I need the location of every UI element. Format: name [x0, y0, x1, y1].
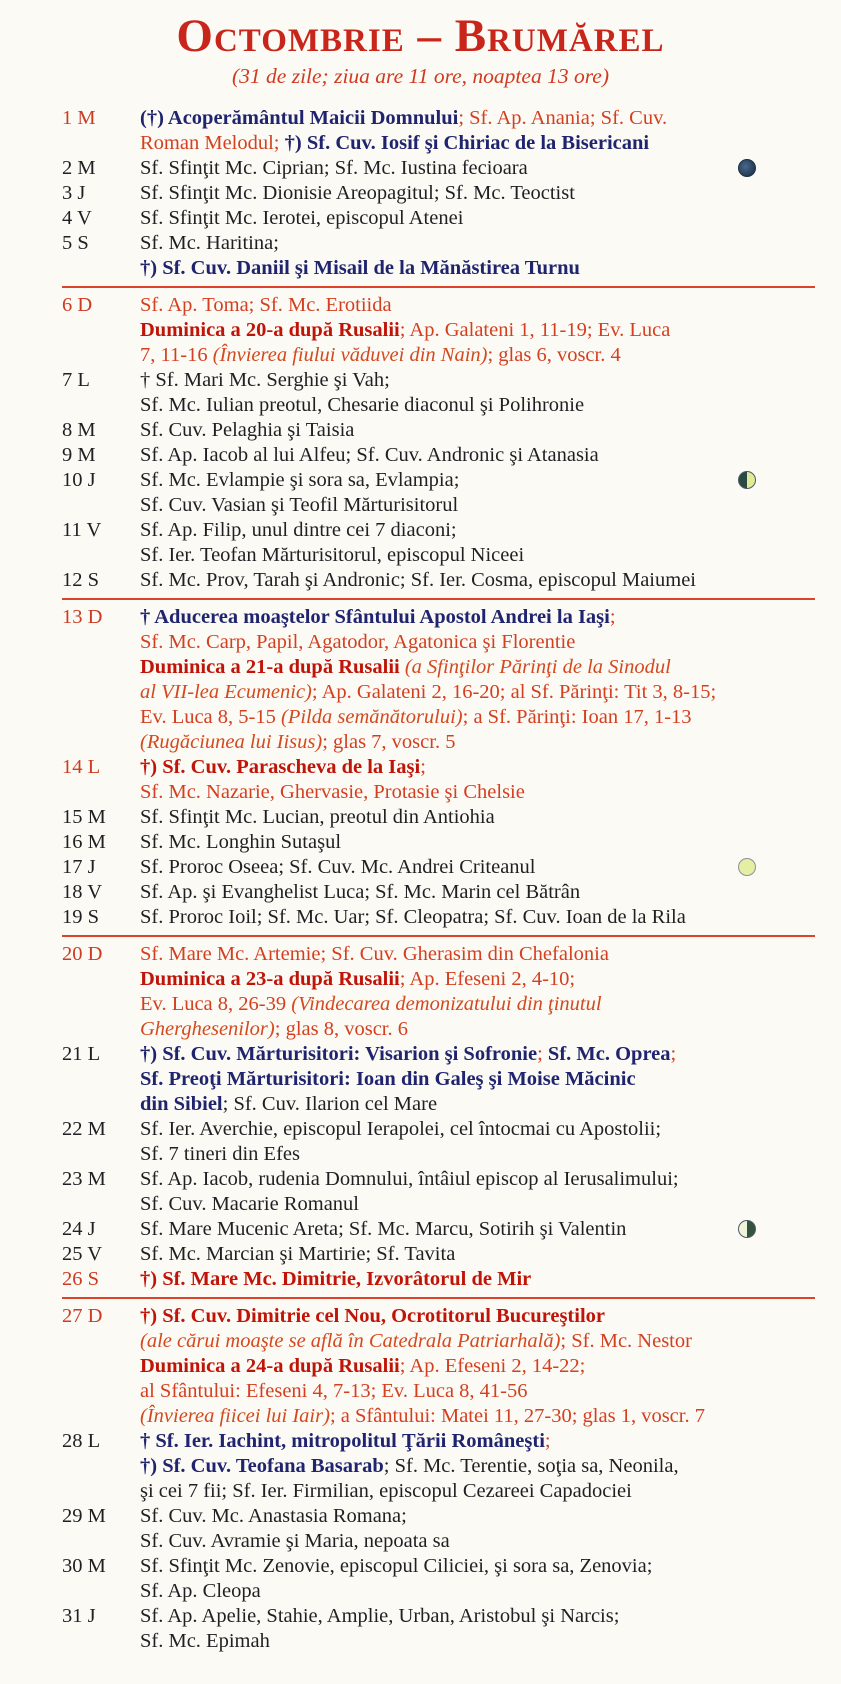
- month-title: Octombrie – Brumărel: [176, 10, 665, 62]
- day-row-22-m: [62, 1117, 815, 1167]
- day-entries: [140, 518, 815, 568]
- day-line: [140, 1267, 815, 1292]
- text-segment: Sf. Cuv. Mc. Anastasia Romana;: [140, 1505, 407, 1528]
- day-label: 24 J: [62, 1218, 96, 1241]
- day-label: 8 M: [62, 419, 96, 442]
- text-segment: Sf. Ier. Teofan Mărturisitorul, episcopul Niceei: [140, 544, 525, 567]
- day-row-30-m: [62, 1554, 815, 1604]
- day-line: [140, 206, 815, 231]
- day-entries: [140, 755, 815, 805]
- text-segment: †) Sf. Cuv. Mărturisitori: Visarion şi Sofronie: [140, 1043, 538, 1066]
- day-label: 22 M: [62, 1118, 106, 1141]
- day-row-11-v: [62, 518, 815, 568]
- day-row-18-v: [62, 880, 815, 905]
- text-segment: Sf. Ap. şi Evanghelist Luca; Sf. Mc. Marin cel Bătrân: [140, 881, 581, 904]
- text-segment: (†) Acoperământul Maicii Domnului: [140, 107, 459, 130]
- day-entries: [140, 181, 815, 206]
- week-separator: [62, 935, 815, 937]
- day-line: [140, 293, 815, 318]
- calendar-list: [0, 106, 841, 1654]
- text-segment: Sf. Sfinţit Mc. Dionisie Areopagitul; Sf. Mc. Teoctist: [140, 182, 575, 205]
- day-label: 7 L: [62, 369, 90, 392]
- day-line: [140, 256, 815, 281]
- text-segment: Sf. Proroc Oseea; Sf. Cuv. Mc. Andrei Criteanul: [140, 856, 536, 879]
- text-segment: Sf. Ap. Iacob, rudenia Domnului, întâiul episcop al Ierusalimului;: [140, 1168, 679, 1191]
- text-segment: ; Ap. Efeseni 2, 4-10;: [399, 968, 576, 991]
- day-label: 20 D: [62, 943, 103, 966]
- day-line: [140, 730, 815, 755]
- day-row-10-j: [62, 468, 815, 518]
- text-segment: Duminica a 23-a după Rusalii: [140, 968, 400, 991]
- day-line: [140, 1042, 815, 1067]
- text-segment: Sf. Mare Mucenic Areta; Sf. Mc. Marcu, Sotirih şi Valentin: [140, 1218, 627, 1241]
- day-line: [140, 1404, 815, 1429]
- day-row-23-m: [62, 1167, 815, 1217]
- text-segment: Sf. Ap. Toma; Sf. Mc. Erotiida: [140, 294, 392, 317]
- day-line: [140, 181, 815, 206]
- day-row-8-m: [62, 418, 815, 443]
- day-row-17-j: [62, 855, 815, 880]
- day-entries: [140, 605, 815, 755]
- day-row-29-m: [62, 1504, 815, 1554]
- text-segment: Sf. Ier. Averchie, episcopul Ierapolei, cel întocmai cu Apostolii;: [140, 1118, 662, 1141]
- day-entries: [140, 106, 815, 156]
- day-line: [140, 1429, 815, 1454]
- text-segment: Sf. Sfinţit Mc. Lucian, preotul din Antiohia: [140, 806, 495, 829]
- day-line: [140, 1017, 815, 1042]
- day-line: [140, 418, 815, 443]
- day-line: [140, 1067, 815, 1092]
- text-segment: ; a Sfântului: Matei 11, 27-30; glas 1, voscr. 7: [329, 1405, 705, 1428]
- text-segment: Sf. Mc. Epimah: [140, 1630, 270, 1653]
- day-label: 16 M: [62, 831, 106, 854]
- day-line: [140, 468, 815, 493]
- day-label: 29 M: [62, 1505, 106, 1528]
- week-separator: [62, 286, 815, 288]
- day-entries: [140, 1242, 815, 1267]
- day-entries: [140, 1167, 815, 1217]
- text-segment: Sf. Ap. Iacob al lui Alfeu; Sf. Cuv. Andronic şi Atanasia: [140, 444, 599, 467]
- text-segment: † Sf. Mari Mc. Serghie şi Vah;: [140, 369, 390, 392]
- text-segment: Sf. Mc. Iulian preotul, Chesarie diaconul şi Polihronie: [140, 394, 585, 417]
- day-label: 30 M: [62, 1555, 106, 1578]
- text-segment: †) Sf. Cuv. Daniil şi Misail de la Mănăstirea Turnu: [140, 257, 580, 280]
- text-segment: Sf. Preoţi Mărturisitori: Ioan din Galeş şi Moise Măcinic: [140, 1068, 636, 1091]
- day-line: [140, 1504, 815, 1529]
- text-segment: Sf. Cuv. Avramie şi Maria, nepoata sa: [140, 1530, 450, 1553]
- day-entries: [140, 1042, 815, 1117]
- text-segment: (Pilda semănătorului): [281, 706, 463, 729]
- text-segment: Sf. Ap. Cleopa: [140, 1580, 261, 1603]
- month-subtitle: (31 de zile; ziua are 11 ore, noaptea 13 ore): [232, 64, 609, 89]
- day-label: 1 M: [62, 107, 96, 130]
- day-line: [140, 705, 815, 730]
- day-label: 9 M: [62, 444, 96, 467]
- day-entries: [140, 231, 815, 281]
- day-line: [140, 343, 815, 368]
- day-line: [140, 493, 815, 518]
- day-line: [140, 393, 815, 418]
- text-segment: Sf. Ap. Filip, unul dintre cei 7 diaconi;: [140, 519, 457, 542]
- text-segment: Sf. 7 tineri din Efes: [140, 1143, 300, 1166]
- day-line: [140, 755, 815, 780]
- day-line: [140, 805, 815, 830]
- text-segment: (Învierea fiicei lui Iair): [140, 1405, 330, 1428]
- text-segment: ; glas 6, voscr. 4: [487, 344, 621, 367]
- day-row-1-m: [62, 106, 815, 156]
- day-line: [140, 1329, 815, 1354]
- day-line: [140, 318, 815, 343]
- week-separator: [62, 1297, 815, 1299]
- text-segment: Sf. Mc. Oprea: [547, 1043, 671, 1066]
- day-entries: [140, 156, 815, 181]
- text-segment: din Sibiel: [140, 1093, 223, 1116]
- day-row-13-d: [62, 605, 815, 755]
- text-segment: ;: [544, 1430, 551, 1453]
- day-entries: [140, 568, 815, 593]
- day-row-14-l: [62, 755, 815, 805]
- day-row-4-v: [62, 206, 815, 231]
- day-label: 19 S: [62, 906, 100, 929]
- day-row-6-d: [62, 293, 815, 368]
- text-segment: ; Ap. Galateni 2, 16-20; al Sf. Părinţi: Tit 3, 8-15;: [311, 681, 717, 704]
- day-row-27-d: [62, 1304, 815, 1429]
- day-line: [140, 605, 815, 630]
- text-segment: ; Ap. Galateni 1, 11-19; Ev. Luca: [399, 319, 671, 342]
- day-row-2-m: [62, 156, 815, 181]
- text-segment: (Vindecarea demonizatului din ţinutul: [291, 993, 602, 1016]
- day-label: 11 V: [62, 519, 102, 542]
- day-line: [140, 106, 815, 131]
- day-row-16-m: [62, 830, 815, 855]
- day-line: [140, 518, 815, 543]
- day-label: 4 V: [62, 207, 92, 230]
- day-line: [140, 1167, 815, 1192]
- day-line: [140, 1142, 815, 1167]
- text-segment: ; Sf. Mc. Nestor: [560, 1330, 692, 1353]
- day-label: 28 L: [62, 1430, 101, 1453]
- text-segment: Duminica a 21-a după Rusalii: [140, 656, 405, 679]
- day-line: [140, 630, 815, 655]
- day-line: [140, 1554, 815, 1579]
- text-segment: Sf. Mc. Prov, Tarah şi Andronic; Sf. Ier. Cosma, episcopul Maiumei: [140, 569, 696, 592]
- text-segment: Sf. Mc. Evlampie şi sora sa, Evlampia;: [140, 469, 460, 492]
- day-line: [140, 1092, 815, 1117]
- day-line: [140, 1479, 815, 1504]
- text-segment: †) Sf. Cuv. Iosif şi Chiriac de la Bisericani: [284, 132, 650, 155]
- day-entries: [140, 1604, 815, 1654]
- day-label: 13 D: [62, 606, 103, 629]
- day-label: 25 V: [62, 1243, 103, 1266]
- day-line: [140, 967, 815, 992]
- page-header: [0, 0, 841, 89]
- day-line: [140, 1217, 815, 1242]
- text-segment: şi cei 7 fii; Sf. Ier. Firmilian, episcopul Cezareei Capadociei: [140, 1480, 632, 1503]
- text-segment: Sf. Mc. Haritina;: [140, 232, 279, 255]
- day-line: [140, 942, 815, 967]
- text-segment: †) Sf. Mare Mc. Dimitrie, Izvorâtorul de Mir: [140, 1268, 532, 1291]
- text-segment: (a Sfinţilor Părinţi de la Sinodul: [404, 656, 671, 679]
- text-segment: Sf. Sfinţit Mc. Ierotei, episcopul Atenei: [140, 207, 464, 230]
- day-entries: [140, 206, 815, 231]
- day-label: 12 S: [62, 569, 100, 592]
- text-segment: ;: [609, 606, 616, 629]
- day-line: [140, 780, 815, 805]
- day-label: 23 M: [62, 1168, 106, 1191]
- day-row-25-v: [62, 1242, 815, 1267]
- text-segment: ; Ap. Efeseni 2, 14-22;: [399, 1355, 586, 1378]
- day-line: [140, 1242, 815, 1267]
- text-segment: ;: [670, 1043, 677, 1066]
- day-line: [140, 855, 815, 880]
- day-entries: [140, 1304, 815, 1429]
- day-label: 27 D: [62, 1305, 103, 1328]
- day-line: [140, 1579, 815, 1604]
- text-segment: Sf. Mc. Nazarie, Ghervasie, Protasie şi Chelsie: [140, 781, 525, 804]
- text-segment: † Sf. Ier. Iachint, mitropolitul Ţării Româneşti: [140, 1430, 545, 1453]
- day-entries: [140, 368, 815, 418]
- text-segment: ; Sf. Mc. Terentie, soţia sa, Neonila,: [383, 1455, 679, 1478]
- day-row-20-d: [62, 942, 815, 1042]
- day-line: [140, 1117, 815, 1142]
- day-row-19-s: [62, 905, 815, 930]
- day-label: 10 J: [62, 469, 96, 492]
- day-label: 5 S: [62, 232, 89, 255]
- day-row-28-l: [62, 1429, 815, 1504]
- day-entries: [140, 880, 815, 905]
- day-entries: [140, 905, 815, 930]
- day-line: [140, 1379, 815, 1404]
- text-segment: Roman Melodul;: [140, 132, 285, 155]
- day-line: [140, 1529, 815, 1554]
- day-label: 18 V: [62, 881, 103, 904]
- text-segment: Sf. Cuv. Macarie Romanul: [140, 1193, 360, 1216]
- day-entries: [140, 468, 815, 518]
- text-segment: 7, 11-16: [140, 344, 213, 367]
- day-line: [140, 543, 815, 568]
- text-segment: Sf. Ap. Apelie, Stahie, Amplie, Urban, Aristobul şi Narcis;: [140, 1605, 620, 1628]
- text-segment: ;: [537, 1043, 548, 1066]
- text-segment: †) Sf. Cuv. Dimitrie cel Nou, Ocrotitorul Bucureştilor: [140, 1305, 605, 1328]
- text-segment: Duminica a 20-a după Rusalii: [140, 319, 400, 342]
- day-line: [140, 680, 815, 705]
- day-row-21-l: [62, 1042, 815, 1117]
- day-entries: [140, 293, 815, 368]
- text-segment: Sf. Mare Mc. Artemie; Sf. Cuv. Gherasim din Chefalonia: [140, 943, 609, 966]
- text-segment: Sf. Mc. Carp, Papil, Agatodor, Agatonica şi Florentie: [140, 631, 576, 654]
- day-entries: [140, 855, 815, 880]
- text-segment: Sf. Mc. Marcian şi Martirie; Sf. Tavita: [140, 1243, 456, 1266]
- text-segment: Ev. Luca 8, 26-39: [140, 993, 292, 1016]
- day-line: [140, 1192, 815, 1217]
- day-entries: [140, 805, 815, 830]
- day-row-5-s: [62, 231, 815, 281]
- text-segment: Sf. Mc. Longhin Sutaşul: [140, 831, 342, 854]
- text-segment: Ev. Luca 8, 5-15: [140, 706, 281, 729]
- day-entries: [140, 1554, 815, 1604]
- day-line: [140, 1454, 815, 1479]
- day-entries: [140, 1117, 815, 1167]
- day-label: 21 L: [62, 1043, 101, 1066]
- day-line: [140, 156, 815, 181]
- day-row-12-s: [62, 568, 815, 593]
- day-entries: [140, 1429, 815, 1504]
- text-segment: ; Sf. Cuv. Ilarion cel Mare: [222, 1093, 438, 1116]
- day-line: [140, 655, 815, 680]
- day-entries: [140, 1267, 815, 1292]
- text-segment: ; a Sf. Părinţi: Ioan 17, 1-13: [462, 706, 692, 729]
- text-segment: al VII-lea Ecumenic): [140, 681, 312, 704]
- day-row-24-j: [62, 1217, 815, 1242]
- day-line: [140, 905, 815, 930]
- day-label: 26 S: [62, 1268, 100, 1291]
- text-segment: (Învierea fiului văduvei din Nain): [212, 344, 488, 367]
- day-entries: [140, 942, 815, 1042]
- day-line: [140, 231, 815, 256]
- day-line: [140, 368, 815, 393]
- text-segment: Sf. Proroc Ioil; Sf. Mc. Uar; Sf. Cleopatra; Sf. Cuv. Ioan de la Rila: [140, 906, 686, 929]
- day-line: [140, 992, 815, 1017]
- day-line: [140, 131, 815, 156]
- text-segment: Sf. Cuv. Vasian şi Teofil Mărturisitorul: [140, 494, 459, 517]
- day-label: 17 J: [62, 856, 96, 879]
- text-segment: Duminica a 24-a după Rusalii: [140, 1355, 400, 1378]
- text-segment: (Rugăciunea lui Iisus): [140, 731, 323, 754]
- day-entries: [140, 443, 815, 468]
- day-label: 31 J: [62, 1605, 96, 1628]
- text-segment: al Sfântului: Efeseni 4, 7-13; Ev. Luca 8, 41-56: [140, 1380, 528, 1403]
- text-segment: †) Sf. Cuv. Teofana Basarab: [140, 1455, 384, 1478]
- text-segment: †) Sf. Cuv. Parascheva de la Iaşi: [140, 756, 421, 779]
- text-segment: Sf. Cuv. Pelaghia şi Taisia: [140, 419, 355, 442]
- day-line: [140, 1604, 815, 1629]
- text-segment: Gherghesenilor): [140, 1018, 275, 1041]
- day-entries: [140, 418, 815, 443]
- text-segment: ; Sf. Ap. Anania; Sf. Cuv.: [458, 107, 668, 130]
- day-line: [140, 443, 815, 468]
- text-segment: (ale cărui moaşte se află în Catedrala Patriarhală): [140, 1330, 561, 1353]
- day-line: [140, 1629, 815, 1654]
- day-line: [140, 1304, 815, 1329]
- day-label: 15 M: [62, 806, 106, 829]
- day-entries: [140, 830, 815, 855]
- day-line: [140, 880, 815, 905]
- day-row-7-l: [62, 368, 815, 418]
- day-row-26-s: [62, 1267, 815, 1292]
- text-segment: ; glas 7, voscr. 5: [322, 731, 456, 754]
- day-label: 14 L: [62, 756, 101, 779]
- text-segment: Sf. Sfinţit Mc. Zenovie, episcopul Ciliciei, şi sora sa, Zenovia;: [140, 1555, 653, 1578]
- day-line: [140, 830, 815, 855]
- day-line: [140, 568, 815, 593]
- day-label: 6 D: [62, 294, 93, 317]
- day-entries: [140, 1504, 815, 1554]
- text-segment: ; glas 8, voscr. 6: [274, 1018, 408, 1041]
- day-label: 2 M: [62, 157, 96, 180]
- day-row-15-m: [62, 805, 815, 830]
- day-row-9-m: [62, 443, 815, 468]
- text-segment: Sf. Sfinţit Mc. Ciprian; Sf. Mc. Iustina fecioara: [140, 157, 528, 180]
- day-label: 3 J: [62, 182, 86, 205]
- day-row-31-j: [62, 1604, 815, 1654]
- text-segment: † Aducerea moaştelor Sfântului Apostol Andrei la Iaşi: [140, 606, 610, 629]
- week-separator: [62, 598, 815, 600]
- day-line: [140, 1354, 815, 1379]
- day-entries: [140, 1217, 815, 1242]
- day-row-3-j: [62, 181, 815, 206]
- text-segment: ;: [420, 756, 426, 779]
